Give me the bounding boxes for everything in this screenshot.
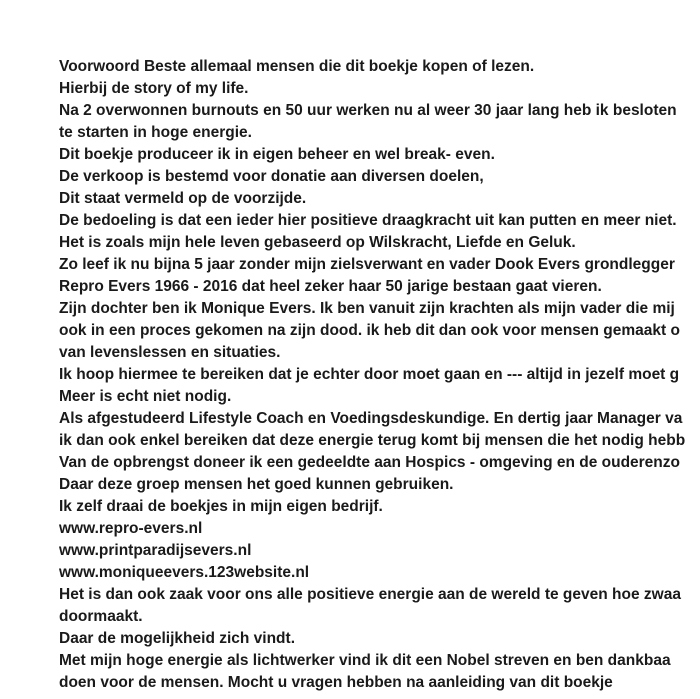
text-line: Het is zoals mijn hele leven gebaseerd op Wilskracht, Liefde en Geluk. — [59, 234, 576, 251]
link-moniqueevers[interactable]: www.moniqueevers.123website.nl — [59, 564, 310, 581]
text-line: De verkoop is bestemd voor donatie aan diversen doelen, — [59, 168, 484, 185]
text-line: te starten in hoge energie. — [59, 124, 252, 141]
link-repro-evers[interactable]: www.repro-evers.nl — [59, 520, 203, 537]
text-line: Met mijn hoge energie als lichtwerker vind ik dit een Nobel streven en ben dankbaa — [59, 652, 671, 669]
text-line: Hierbij de story of my life. — [59, 80, 249, 97]
text-line: Ik zelf draai de boekjes in mijn eigen bedrijf. — [59, 498, 383, 515]
text-line: Daar de mogelijkheid zich vindt. — [59, 630, 295, 647]
text-line: ook in een proces gekomen na zijn dood. ik heb dit dan ook voor mensen gemaakt o — [59, 322, 680, 339]
text-line: Repro Evers 1966 - 2016 dat heel zeker haar 50 jarige bestaan gaat vieren. — [59, 278, 602, 295]
text-line: Meer is echt niet nodig. — [59, 388, 232, 405]
text-line: Zijn dochter ben ik Monique Evers. Ik ben vanuit zijn krachten als mijn vader die mij — [59, 300, 675, 317]
text-line: Als afgestudeerd Lifestyle Coach en Voedingsdeskundige. En dertig jaar Manager va — [59, 410, 683, 427]
text-line: Daar deze groep mensen het goed kunnen gebruiken. — [59, 476, 454, 493]
link-printparadijsevers[interactable]: www.printparadijsevers.nl — [59, 542, 252, 559]
text-line: Voorwoord Beste allemaal mensen die dit boekje kopen of lezen. — [59, 58, 535, 75]
text-line: Dit boekje produceer ik in eigen beheer en wel break- even. — [59, 146, 495, 163]
text-line: ik dan ook enkel bereiken dat deze energie terug komt bij mensen die het nodig hebb — [59, 432, 686, 449]
text-line: van levenslessen en situaties. — [59, 344, 281, 361]
text-line: Van de opbrengst doneer ik een gedeeldte aan Hospics - omgeving en de ouderenzo — [59, 454, 680, 471]
document-body — [59, 56, 700, 694]
text-line: doormaakt. — [59, 608, 143, 625]
text-line: De bedoeling is dat een ieder hier positieve draagkracht uit kan putten en meer niet. — [59, 212, 677, 229]
text-line: doen voor de mensen. Mocht u vragen hebben na aanleiding van dit boekje — [59, 674, 613, 691]
text-line: Na 2 overwonnen burnouts en 50 uur werken nu al weer 30 jaar lang heb ik besloten — [59, 102, 677, 119]
text-line: Dit staat vermeld op de voorzijde. — [59, 190, 307, 207]
text-line: Het is dan ook zaak voor ons alle positieve energie aan de wereld te geven hoe zwaa — [59, 586, 681, 603]
text-line: Zo leef ik nu bijna 5 jaar zonder mijn zielsverwant en vader Dook Evers grondlegger — [59, 256, 675, 273]
text-line: Ik hoop hiermee te bereiken dat je echter door moet gaan en --- altijd in jezelf moet g — [59, 366, 680, 383]
